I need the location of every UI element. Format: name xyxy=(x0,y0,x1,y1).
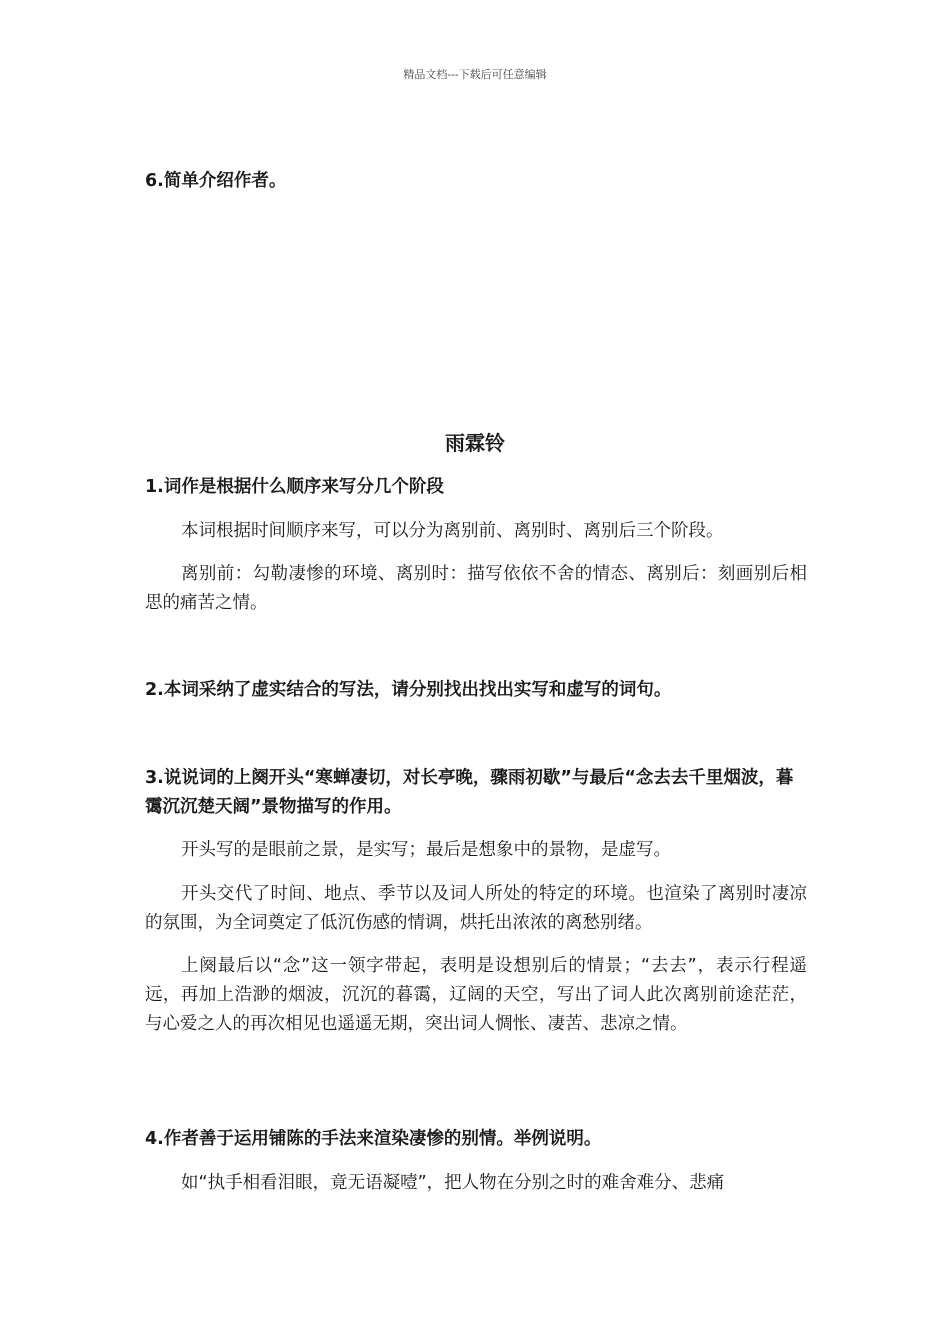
poem-title: 雨霖铃 xyxy=(445,431,505,455)
question-3: 3.说说词的上阕开头“寒蝉凄切，对长亭晚，骤雨初歇”与最后“念去去千里烟波，暮霭沉沉楚天阔”景物描写的作用。 xyxy=(145,768,794,817)
answer-4-para-1: 如“执手相看泪眼，竟无语凝噎”，把人物在分别之时的难舍难分、悲痛 xyxy=(181,1173,725,1193)
answer-3-para-3: 上阕最后以“念”这一领字带起，表明是设想别后的情景；“去去”，表示行程遥远，再加上浩渺的烟波，沉沉的暮霭，辽阔的天空，写出了词人此次离别前途茫茫，与心爱之人的再次相见也遥遥无期，突出词人惆怅、凄苦、悲凉之情。 xyxy=(145,956,807,1034)
question-2: 2.本词采纳了虚实结合的写法，请分别找出找出实写和虚写的词句。 xyxy=(145,680,672,700)
answer-3-para-1: 开头写的是眼前之景，是实写；最后是想象中的景物，是虚写。 xyxy=(181,840,671,860)
answer-3-para-2: 开头交代了时间、地点、季节以及词人所处的特定的环境。也渲染了离别时凄凉的氛围，为全词奠定了低沉伤感的情调，烘托出浓浓的离愁别绪。 xyxy=(145,884,807,933)
question-1: 1.词作是根据什么顺序来写分几个阶段 xyxy=(145,477,444,497)
answer-1-para-1: 本词根据时间顺序来写，可以分为离别前、离别时、离别后三个阶段。 xyxy=(181,521,724,541)
answer-1-para-2: 离别前：勾勒凄惨的环境、离别时：描写依依不舍的情态、离别后：刻画别后相思的痛苦之情。 xyxy=(145,564,807,613)
question-4: 4.作者善于运用铺陈的手法来渲染凄惨的别情。举例说明。 xyxy=(145,1129,602,1149)
question-6: 6.简单介绍作者。 xyxy=(145,171,287,191)
page-header: 精品文档---下载后可任意编辑 xyxy=(403,68,547,81)
